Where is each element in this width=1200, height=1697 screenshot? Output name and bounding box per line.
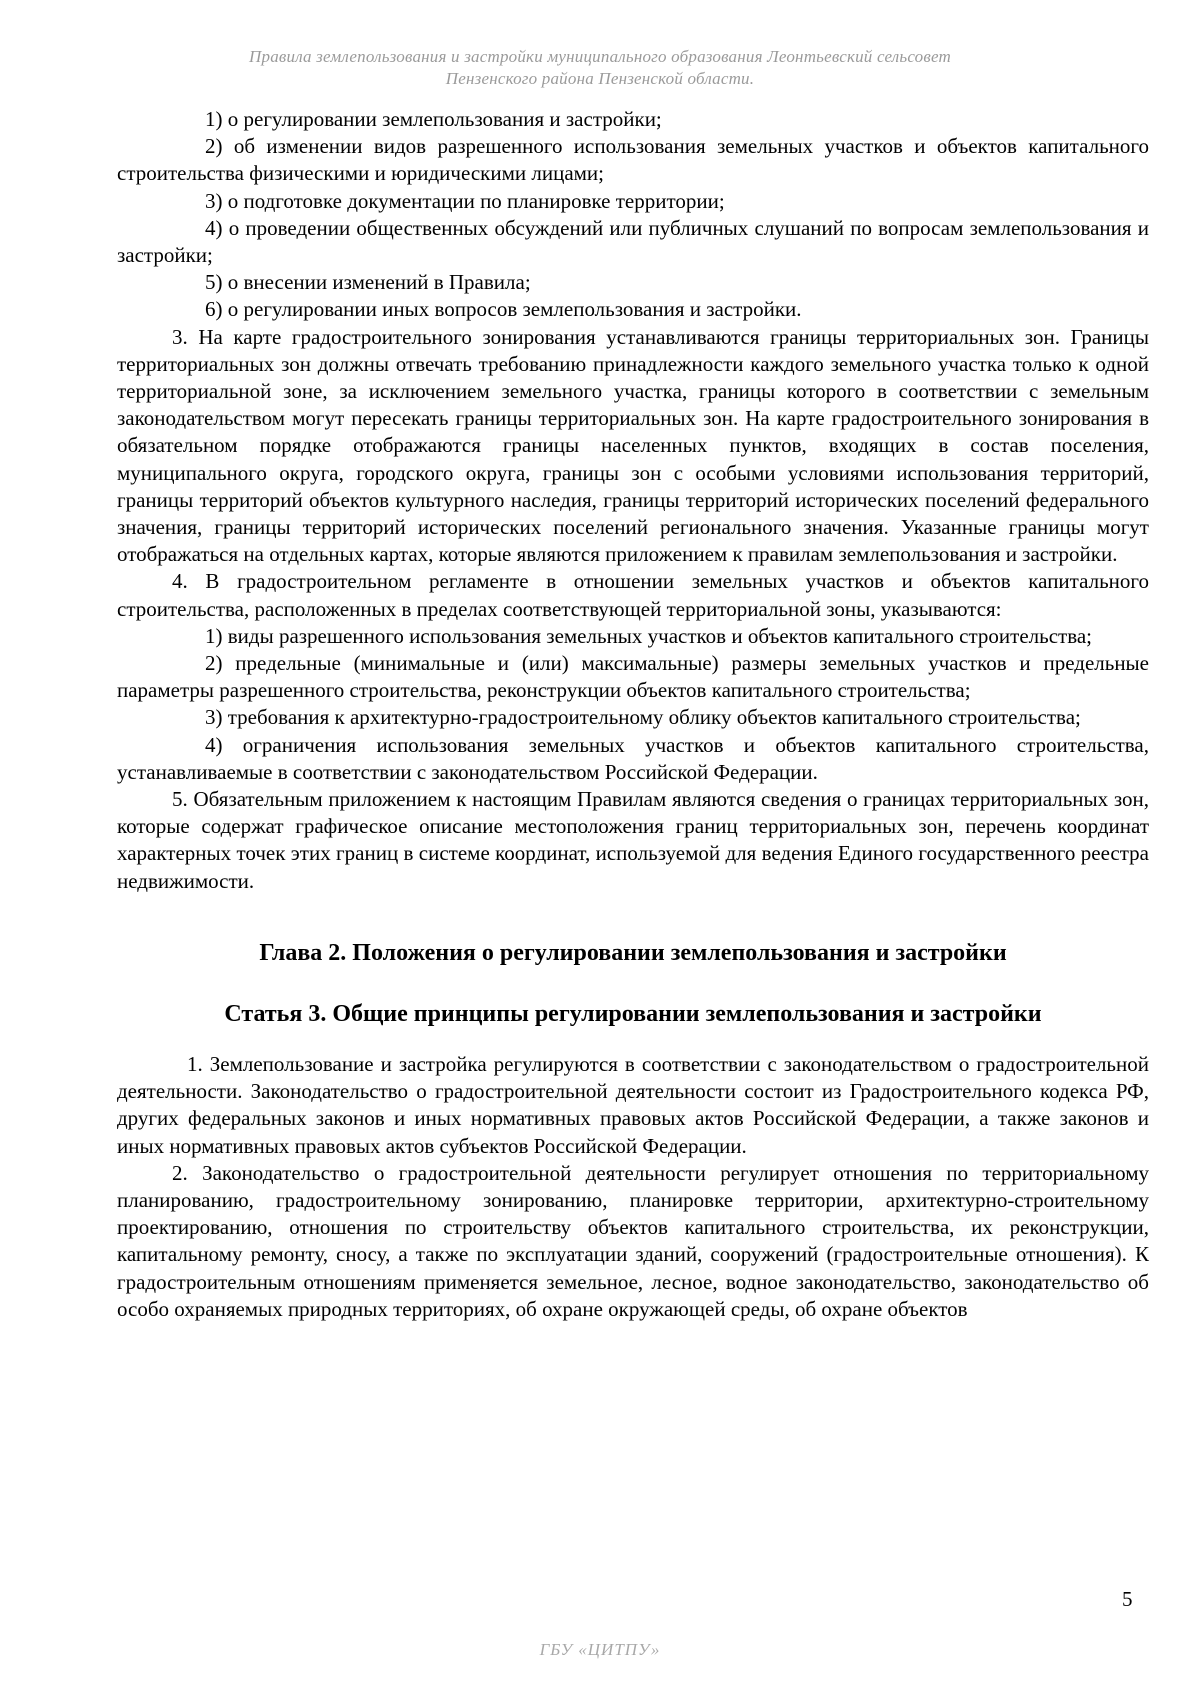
page-number: 5 [1122,1587,1133,1611]
running-header [150,46,1050,90]
regulation-item-2: 2) предельные (минимальные и (или) максимальные) размеры земельных участков и предельные параметры разрешенного строительства, реконструкции объектов капитального строительства; [117,651,1149,703]
list-item-5: 5) о внесении изменений в Правила; [205,270,531,295]
regulation-item-3: 3) требования к архитектурно-градостроительному облику объектов капитального строительства; [205,705,1081,730]
document-body [117,106,1149,1323]
article-heading: Статья 3. Общие принципы регулировании землепользования и застройки [224,1000,1042,1027]
list-item-4: 4) о проведении общественных обсуждений или публичных слушаний по вопросам землепользования и застройки; [117,215,1149,268]
article-paragraph-1: 1. Землепользование и застройка регулируются в соответствии с законодательством о градостроительной деятельности. Законодательство о градостроительной деятельности состоит из Градостроительного кодекса РФ, других федеральных законов и иных нормативных правовых актов Российской Федерации, а также законов и иных нормативных правовых актов субъектов Российской Федерации. [117,1051,1149,1158]
list-item-1: 1) о регулировании землепользования и застройки; [205,107,662,131]
regulation-item-1: 1) виды разрешенного использования земельных участков и объектов капитального строительства; [205,623,1092,648]
header-line-2: Пензенского района Пензенской области. [445,69,755,88]
running-footer: ГБУ «ЦИТПУ» [539,1640,661,1659]
list-item-3: 3) о подготовке документации по планировке территории; [205,188,725,213]
chapter-heading: Глава 2. Положения о регулировании землепользования и застройки [259,939,1007,966]
regulation-item-4: 4) ограничения использования земельных участков и объектов капитального строительства, устанавливаемые в соответствии с законодательством Российской Федерации. [117,732,1149,784]
list-item-2: 2) об изменении видов разрешенного использования земельных участков и объектов капитального строительства физическими и юридическими лицами; [117,134,1149,186]
paragraph-3: 3. На карте градостроительного зонирования устанавливаются границы территориальных зон. Границы территориальных зон должны отвечать требованию принадлежности каждого земельного участка только к одной территориальной зоне, за исключением земельного участка, границы которого в соответствии с земельным законодательством могут пересекать границы территориальных зон. На карте градостроительного зонирования в обязательном порядке отображаются границы населенных пунктов, входящих в состав поселения, муниципального округа, городского округа, границы зон с особыми условиями использования территорий, границы территорий объектов культурного наследия, границы территорий исторических поселений федерального значения, границы территорий исторических поселений регионального значения. Указанные границы могут отображаться на отдельных картах, которые являются приложением к правилам землепользования и застройки. [117,324,1149,567]
paragraph-4: 4. В градостроительном регламенте в отношении земельных участков и объектов капитального строительства, расположенных в пределах соответствующей территориальной зоны, указываются: [117,569,1149,621]
header-line-1: Правила землепользования и застройки муниципального образования Леонтьевский сельсовет [249,47,951,66]
list-item-6: 6) о регулировании иных вопросов землепользования и застройки. [205,297,802,322]
paragraph-5: 5. Обязательным приложением к настоящим Правилам являются сведения о границах территориальных зон, которые содержат графическое описание местоположения границ территориальных зон, перечень координат характерных точек этих границ в системе координат, используемой для ведения Единого государственного реестра недвижимости. [117,787,1149,893]
article-paragraph-2: 2. Законодательство о градостроительной деятельности регулирует отношения по территориальному планированию, градостроительному зонированию, планировке территории, архитектурно-строительному проектированию, отношения по строительству объектов капитального строительства, их реконструкции, капитальному ремонту, сносу, а также по эксплуатации зданий, сооружений (градостроительные отношения). К градостроительным отношениям применяется земельное, лесное, водное законодательство, законодательство об особо охраняемых природных территориях, об охране окружающей среды, об охране объектов [117,1160,1149,1321]
